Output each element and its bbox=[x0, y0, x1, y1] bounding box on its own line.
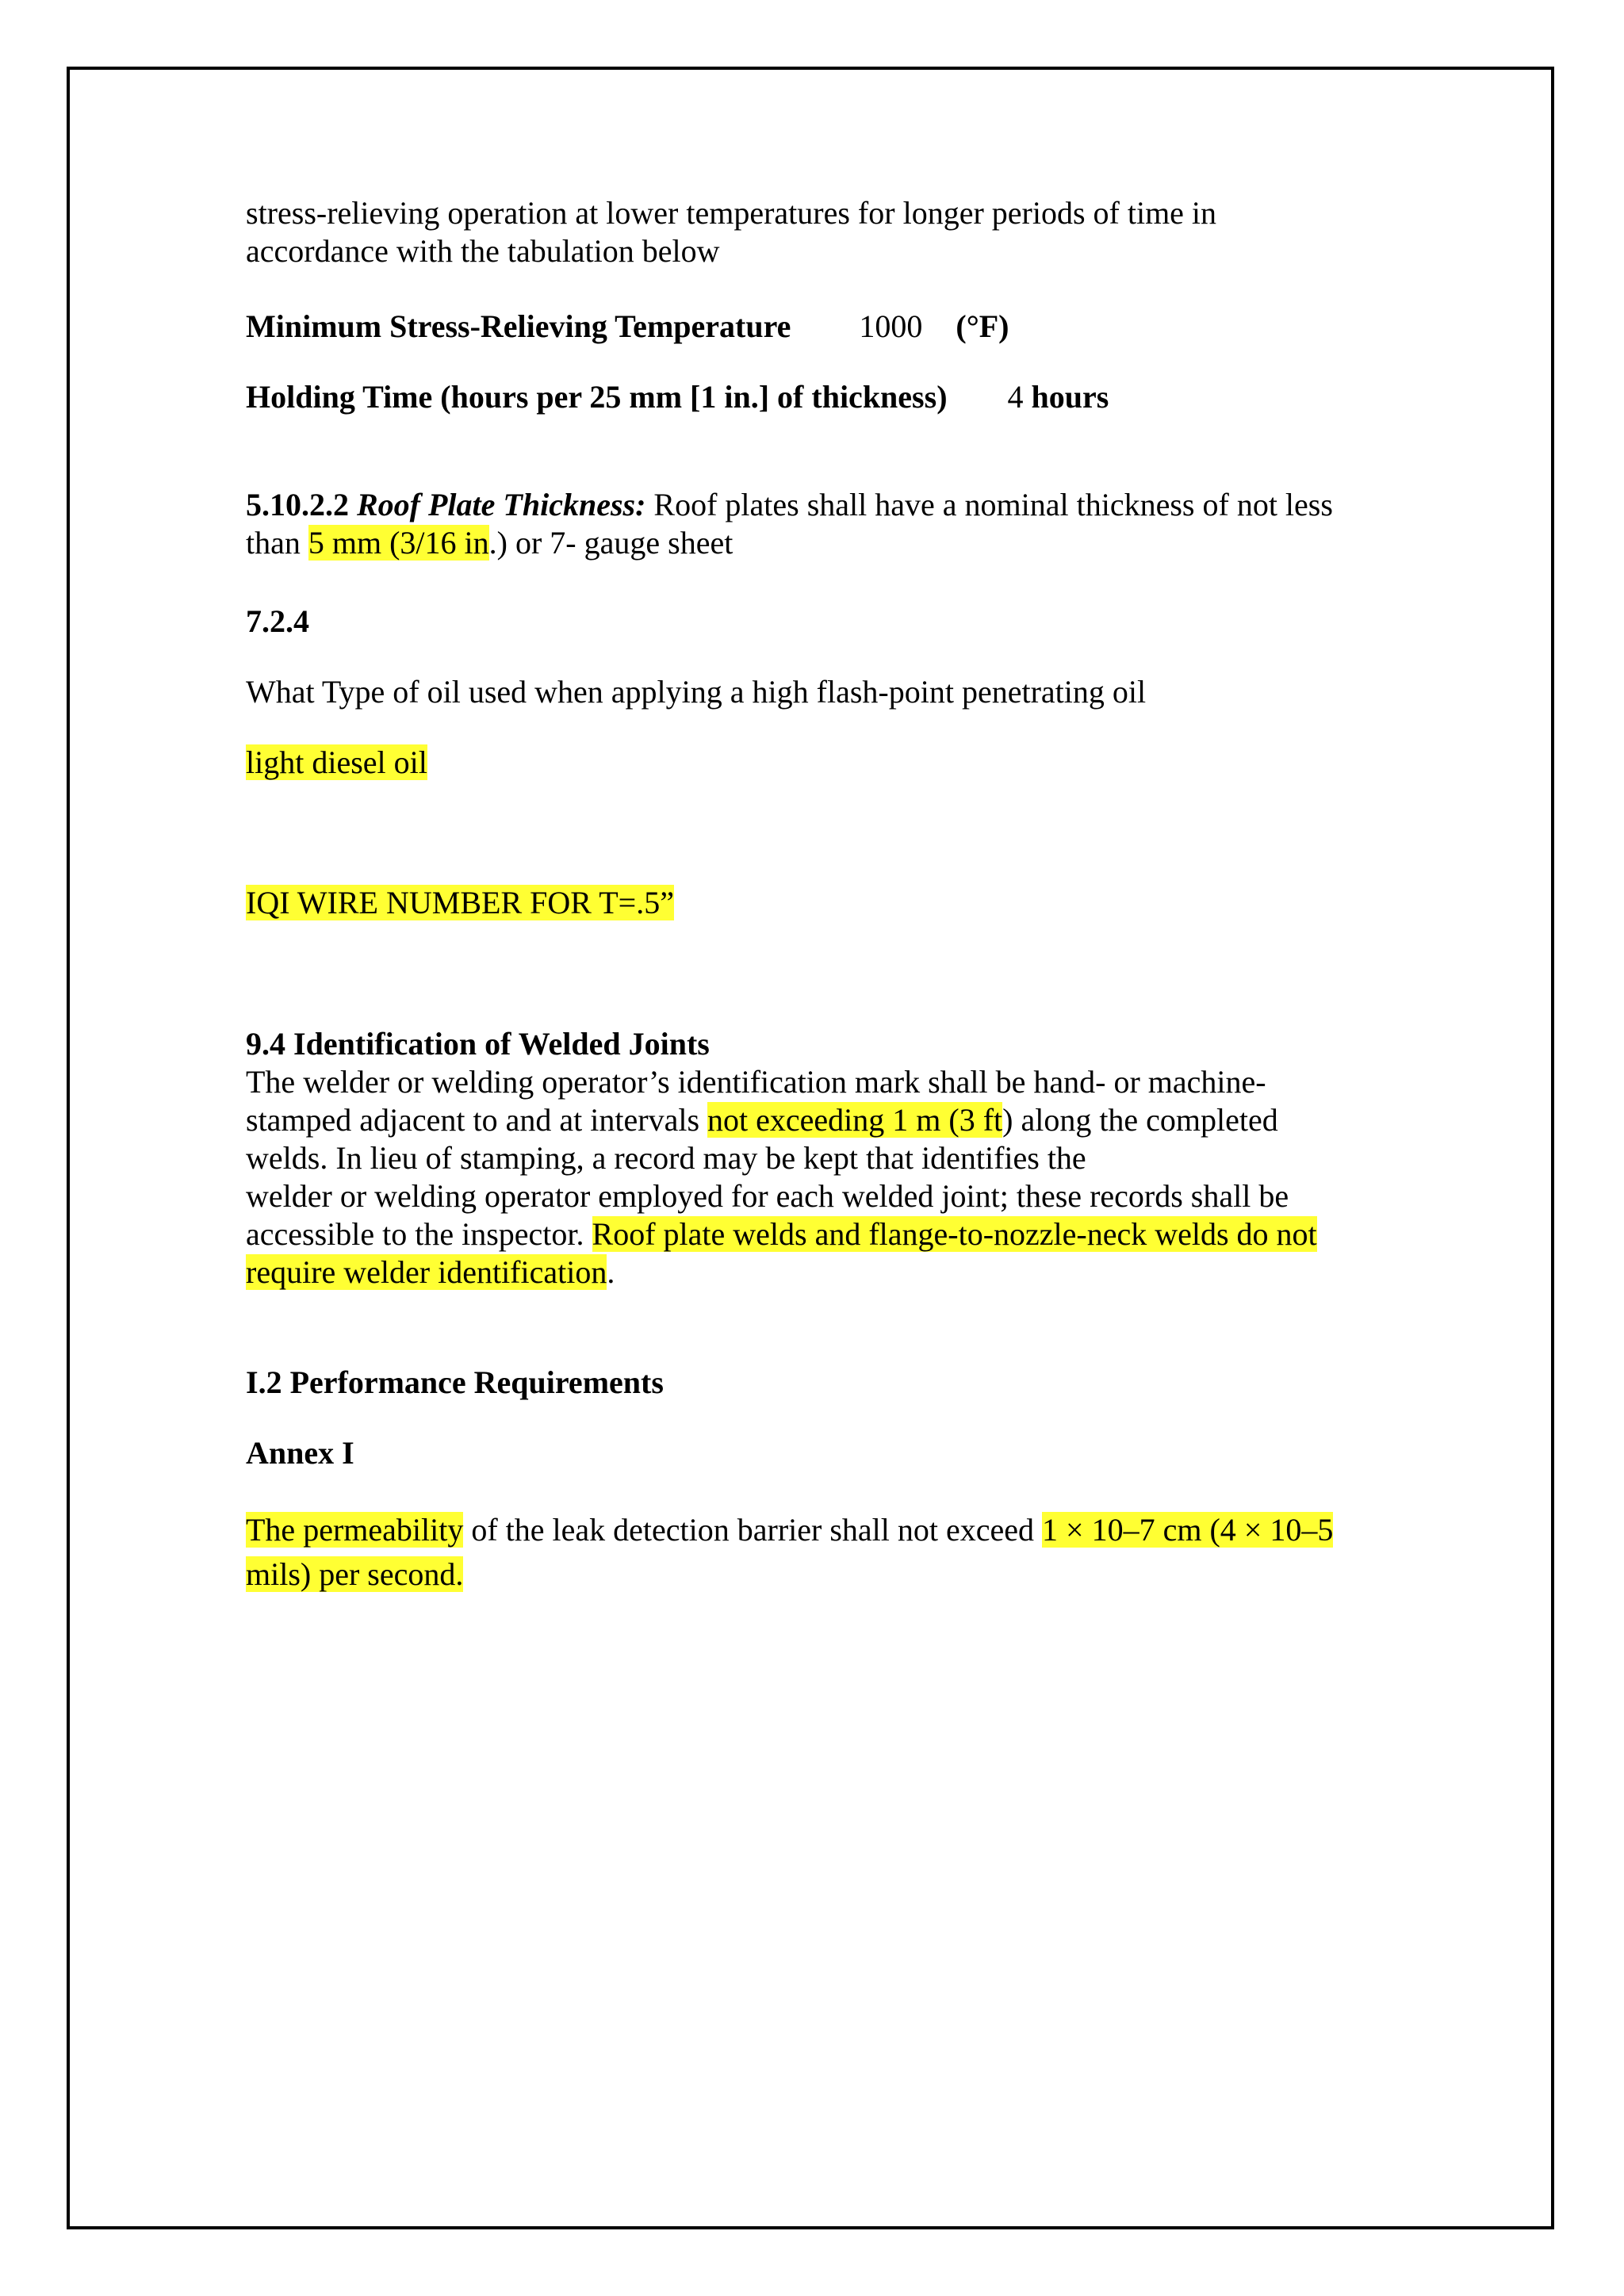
permeability-highlight: The permeability bbox=[246, 1512, 464, 1548]
section-i-2-heading: I.2 Performance Requirements bbox=[246, 1364, 664, 1400]
min-temp-row bbox=[246, 308, 1009, 346]
roof-plate-text-2-post: .) or 7- gauge sheet bbox=[488, 525, 733, 561]
section-9-4-line-1: The welder or welding operator’s identification mark shall be hand- or machine- bbox=[246, 1064, 1266, 1100]
section-i-2-paragraph bbox=[246, 1508, 1333, 1597]
iqi-highlight: IQI WIRE NUMBER FOR T=.5” bbox=[246, 885, 674, 920]
roof-plate-text-2-pre: than bbox=[246, 525, 308, 561]
roof-plate-highlight: 5 mm (3/16 in bbox=[308, 525, 489, 561]
roof-plate-title: Roof Plate Thickness: bbox=[357, 487, 646, 522]
permeability-value-highlight: 1 × 10–7 cm (4 × 10–5 bbox=[1042, 1512, 1334, 1548]
section-9-4-heading: 9.4 Identification of Welded Joints bbox=[246, 1026, 710, 1062]
holding-time-label: Holding Time (hours per 25 mm [1 in.] of thickness) bbox=[246, 379, 948, 415]
section-9-4 bbox=[246, 1025, 1317, 1292]
intro-line-1: stress-relieving operation at lower temperatures for longer periods of time in bbox=[246, 195, 1217, 231]
intro-line-2: accordance with the tabulation below bbox=[246, 233, 720, 269]
section-9-4-line-3: welds. In lieu of stamping, a record may be kept that identifies the bbox=[246, 1140, 1086, 1176]
section-9-4-highlight-2: Roof plate welds and flange-to-nozzle-neck welds do not bbox=[592, 1216, 1317, 1252]
section-9-4-line-2-post: ) along the completed bbox=[1002, 1102, 1278, 1138]
iqi-line bbox=[246, 884, 674, 922]
holding-time-row bbox=[246, 378, 1109, 416]
section-9-4-highlight-1: not exceeding 1 m (3 ft bbox=[707, 1102, 1003, 1138]
min-temp-value: 1000 bbox=[859, 308, 923, 344]
intro-paragraph bbox=[246, 194, 1216, 270]
section-9-4-line-5-pre: accessible to the inspector. bbox=[246, 1216, 592, 1252]
roof-plate-paragraph bbox=[246, 486, 1333, 562]
section-9-4-line-6-post: . bbox=[607, 1254, 615, 1290]
section-7-2-4-number: 7.2.4 bbox=[246, 603, 309, 639]
section-9-4-line-4: welder or welding operator employed for each welded joint; these records shall be bbox=[246, 1178, 1289, 1214]
roof-plate-text-1: Roof plates shall have a nominal thickness of not less bbox=[645, 487, 1333, 522]
roof-plate-number: 5.10.2.2 bbox=[246, 487, 349, 522]
section-7-2-4-question: What Type of oil used when applying a high flash-point penetrating oil bbox=[246, 674, 1147, 710]
section-9-4-line-2-pre: stamped adjacent to and at intervals bbox=[246, 1102, 708, 1138]
answer-highlight: light diesel oil bbox=[246, 744, 427, 780]
min-temp-unit: (°F) bbox=[956, 308, 1009, 344]
section-i-2-line-1-mid: of the leak detection barrier shall not exceed bbox=[463, 1512, 1043, 1548]
section-9-4-highlight-3: require welder identification bbox=[246, 1254, 607, 1290]
permeability-unit-highlight: mils) per second. bbox=[246, 1556, 464, 1592]
holding-time-value: 4 bbox=[1007, 379, 1024, 415]
section-7-2-4-answer bbox=[246, 744, 427, 782]
holding-time-unit: hours bbox=[1031, 379, 1109, 415]
annex-label: Annex I bbox=[246, 1435, 354, 1471]
min-temp-label: Minimum Stress-Relieving Temperature bbox=[246, 308, 791, 344]
